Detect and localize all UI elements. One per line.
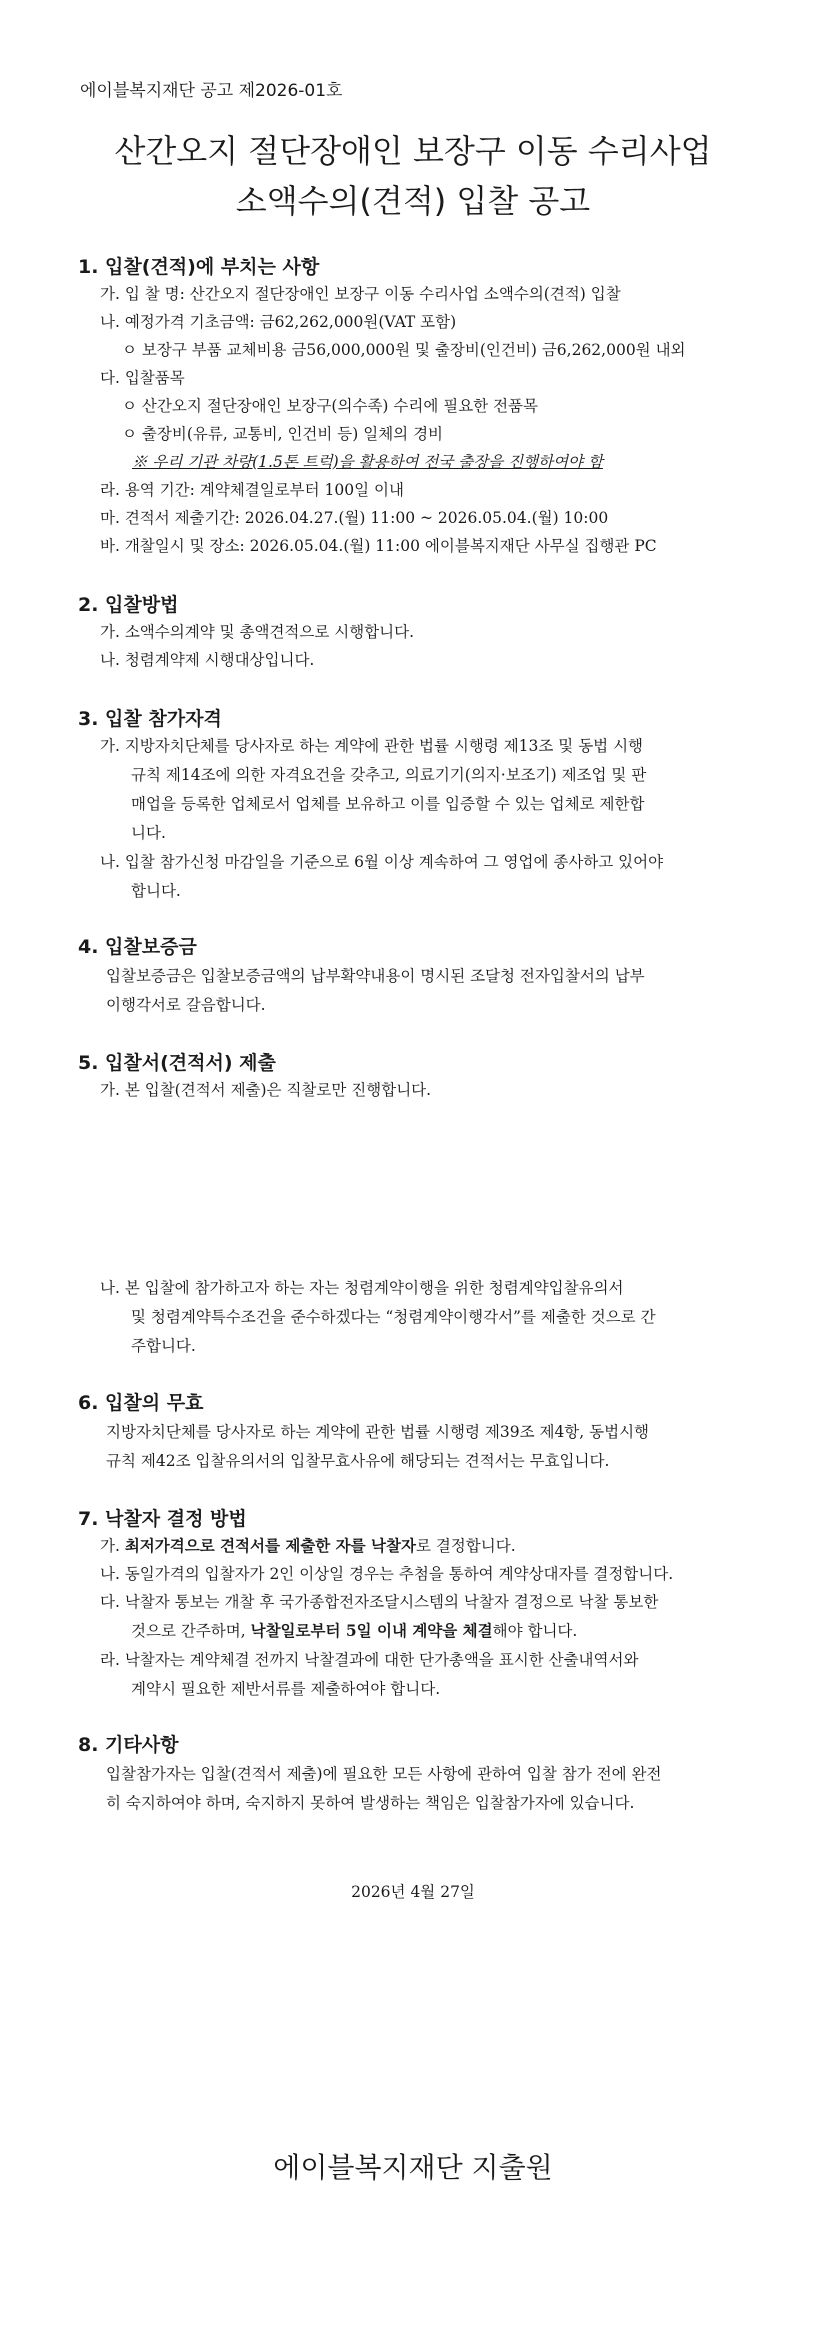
winner-a: 가. 최저가격으로 견적서를 제출한 자를 낙찰자로 결정합니다. <box>100 1536 516 1555</box>
submission-a: 가. 본 입찰(견적서 제출)은 직찰로만 진행합니다. <box>100 1081 432 1099</box>
section-3-heading: 3. 입찰 참가자격 <box>78 708 222 730</box>
vehicle-note: ※ 우리 기관 차량(1.5톤 트럭)을 활용하여 전국 출장을 진행하여야 함 <box>132 453 603 471</box>
submission-period: 마. 견적서 제출기간: 2026.04.27.(월) 11:00 ~ 2026.05.04.(월) 10:00 <box>100 509 609 527</box>
qual-a-line2: 규칙 제14조에 의한 자격요건을 갖추고, 의료기기(의지·보조기) 제조업 및 판 <box>131 766 647 784</box>
service-period: 라. 용역 기간: 계약체결일로부터 100일 이내 <box>100 481 404 499</box>
qual-b-line2: 합니다. <box>131 882 181 900</box>
section-5-heading: 5. 입찰서(견적서) 제출 <box>78 1052 276 1074</box>
winner-d-line2: 계약시 필요한 제반서류를 제출하여야 합니다. <box>131 1680 441 1698</box>
notice-date: 2026년 4월 27일 <box>351 1883 475 1901</box>
opening-info: 바. 개찰일시 및 장소: 2026.05.04.(월) 11:00 에이블복지재단 사무실 집행관 PC <box>100 537 657 555</box>
issuer-name: 에이블복지재단 지출원 <box>273 2151 553 2184</box>
section-7-heading: 7. 낙찰자 결정 방법 <box>78 1508 247 1530</box>
section-2-heading: 2. 입찰방법 <box>78 594 179 616</box>
winner-a-bold: 최저가격으로 견적서를 제출한 자를 낙찰자 <box>124 1536 416 1555</box>
bid-name: 가. 입 찰 명: 산간오지 절단장애인 보장구 이동 수리사업 소액수의(견적) 입찰 <box>100 285 621 303</box>
qual-b-line1: 나. 입찰 참가신청 마감일을 기준으로 6월 이상 계속하여 그 영업에 종사하고 있어야 <box>100 853 664 871</box>
bid-item-2: ㅇ 출장비(유류, 교통비, 인건비 등) 일체의 경비 <box>122 425 444 443</box>
method-a: 가. 소액수의계약 및 총액견적으로 시행합니다. <box>100 623 415 641</box>
method-b: 나. 청렴계약제 시행대상입니다. <box>100 651 315 669</box>
bid-item-1: ㅇ 산간오지 절단장애인 보장구(의수족) 수리에 필요한 전품목 <box>122 397 538 415</box>
section-6-heading: 6. 입찰의 무효 <box>78 1392 204 1414</box>
invalid-line1: 지방자치단체를 당사자로 하는 계약에 관한 법률 시행령 제39조 제4항, 동법시행 <box>106 1423 650 1441</box>
qual-a-line3: 매업을 등록한 업체로서 업체를 보유하고 이를 입증할 수 있는 업체로 제한합 <box>131 795 645 813</box>
price-detail: ㅇ 보장구 부품 교체비용 금56,000,000원 및 출장비(인건비) 금6,262,000원 내외 <box>122 341 686 359</box>
winner-c-line1: 다. 낙찰자 통보는 개찰 후 국가종합전자조달시스템의 낙찰자 결정으로 낙찰 통보한 <box>100 1593 659 1611</box>
deposit-line2: 이행각서로 갈음합니다. <box>106 996 266 1014</box>
invalid-line2: 규칙 제42조 입찰유의서의 입찰무효사유에 해당되는 견적서는 무효입니다. <box>106 1452 610 1470</box>
submission-b-line2: 및 청렴계약특수조건을 준수하겠다는 “청렴계약이행각서”를 제출한 것으로 간 <box>131 1308 656 1326</box>
bid-items-heading: 다. 입찰품목 <box>100 369 185 387</box>
submission-b-line1: 나. 본 입찰에 참가하고자 하는 자는 청렴계약이행을 위한 청렴계약입찰유의서 <box>100 1279 624 1297</box>
notice-number: 에이블복지재단 공고 제2026-01호 <box>80 81 343 101</box>
winner-b: 나. 동일가격의 입찰자가 2인 이상일 경우는 추첨을 통하여 계약상대자를 결정합니다. <box>100 1565 674 1583</box>
page-title-line2: 소액수의(견적) 입찰 공고 <box>235 182 591 220</box>
qual-a-line4: 니다. <box>131 824 166 842</box>
page-title-line1: 산간오지 절단장애인 보장구 이동 수리사업 <box>114 132 712 170</box>
misc-line1: 입찰참가자는 입찰(견적서 제출)에 필요한 모든 사항에 관하여 입찰 참가 전에 완전 <box>106 1765 662 1783</box>
section-4-heading: 4. 입찰보증금 <box>78 936 197 958</box>
deposit-line1: 입찰보증금은 입찰보증금액의 납부확약내용이 명시된 조달청 전자입찰서의 납부 <box>106 967 645 985</box>
winner-c-line2: 것으로 간주하며, 낙찰일로부터 5일 이내 계약을 체결해야 합니다. <box>131 1621 578 1640</box>
qual-a-line1: 가. 지방자치단체를 당사자로 하는 계약에 관한 법률 시행령 제13조 및 동법 시행 <box>100 737 644 755</box>
submission-b-line3: 주합니다. <box>131 1337 196 1355</box>
winner-c-bold: 낙찰일로부터 5일 이내 계약을 체결 <box>250 1621 493 1640</box>
estimated-price: 나. 예정가격 기초금액: 금62,262,000원(VAT 포함) <box>100 313 457 331</box>
section-1-heading: 1. 입찰(견적)에 부치는 사항 <box>78 256 320 278</box>
winner-d-line1: 라. 낙찰자는 계약체결 전까지 낙찰결과에 대한 단가총액을 표시한 산출내역서와 <box>100 1651 639 1669</box>
section-8-heading: 8. 기타사항 <box>78 1734 179 1756</box>
misc-line2: 히 숙지하여야 하며, 숙지하지 못하여 발생하는 책임은 입찰참가자에 있습니다. <box>106 1794 635 1812</box>
